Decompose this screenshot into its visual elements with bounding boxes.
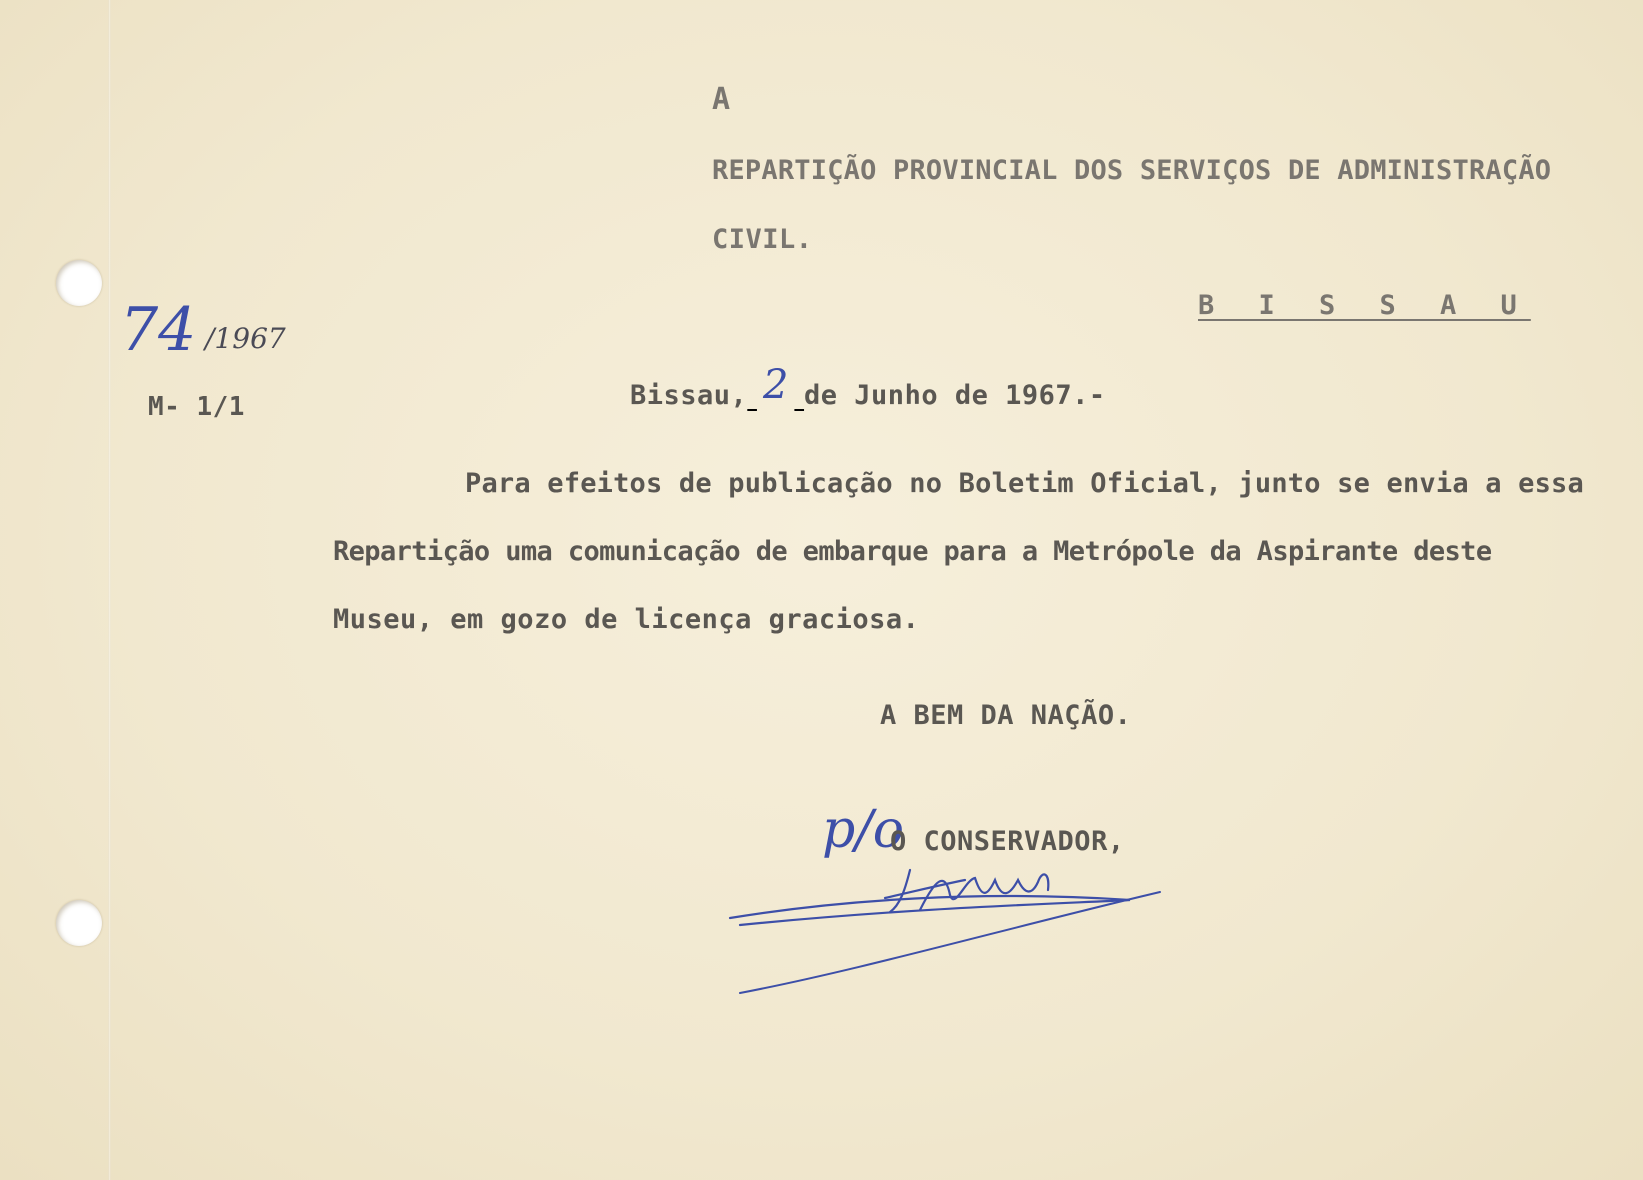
department-line-2: CIVIL. — [712, 224, 813, 255]
handwritten-reference-number: 74 — [120, 295, 197, 365]
reference-year: /1967 — [205, 322, 286, 355]
addressee-prefix: A — [712, 82, 731, 117]
handwritten-signatory-prefix: p/o — [822, 800, 905, 860]
handwritten-date-day: 2 — [762, 362, 789, 408]
signatory-title: O CONSERVADOR, — [890, 826, 1125, 857]
body-line-3: Museu, em gozo de licença graciosa. — [333, 604, 920, 635]
department-line-1: REPARTIÇÃO PROVINCIAL DOS SERVIÇOS DE ADMINISTRAÇÃO — [712, 155, 1552, 186]
body-line-2: Repartição uma comunicação de embarque para a Metrópole da Aspirante deste — [333, 536, 1492, 567]
paper-fold-line — [108, 0, 111, 1180]
signature — [720, 800, 1180, 1000]
body-line-1: Para efeitos de publicação no Boletim Oficial, junto se envia a essa — [465, 468, 1584, 499]
punch-hole-bottom — [56, 900, 102, 946]
punch-hole-top — [56, 260, 102, 306]
city-heading: B I S S A U — [1198, 290, 1531, 321]
date-rest: de Junho de 1967.- — [804, 380, 1106, 411]
reference-code: M- 1/1 — [148, 392, 245, 422]
date-prefix: Bissau, — [630, 380, 748, 411]
date-line — [630, 362, 1106, 414]
closing-salutation: A BEM DA NAÇÃO. — [880, 700, 1132, 731]
